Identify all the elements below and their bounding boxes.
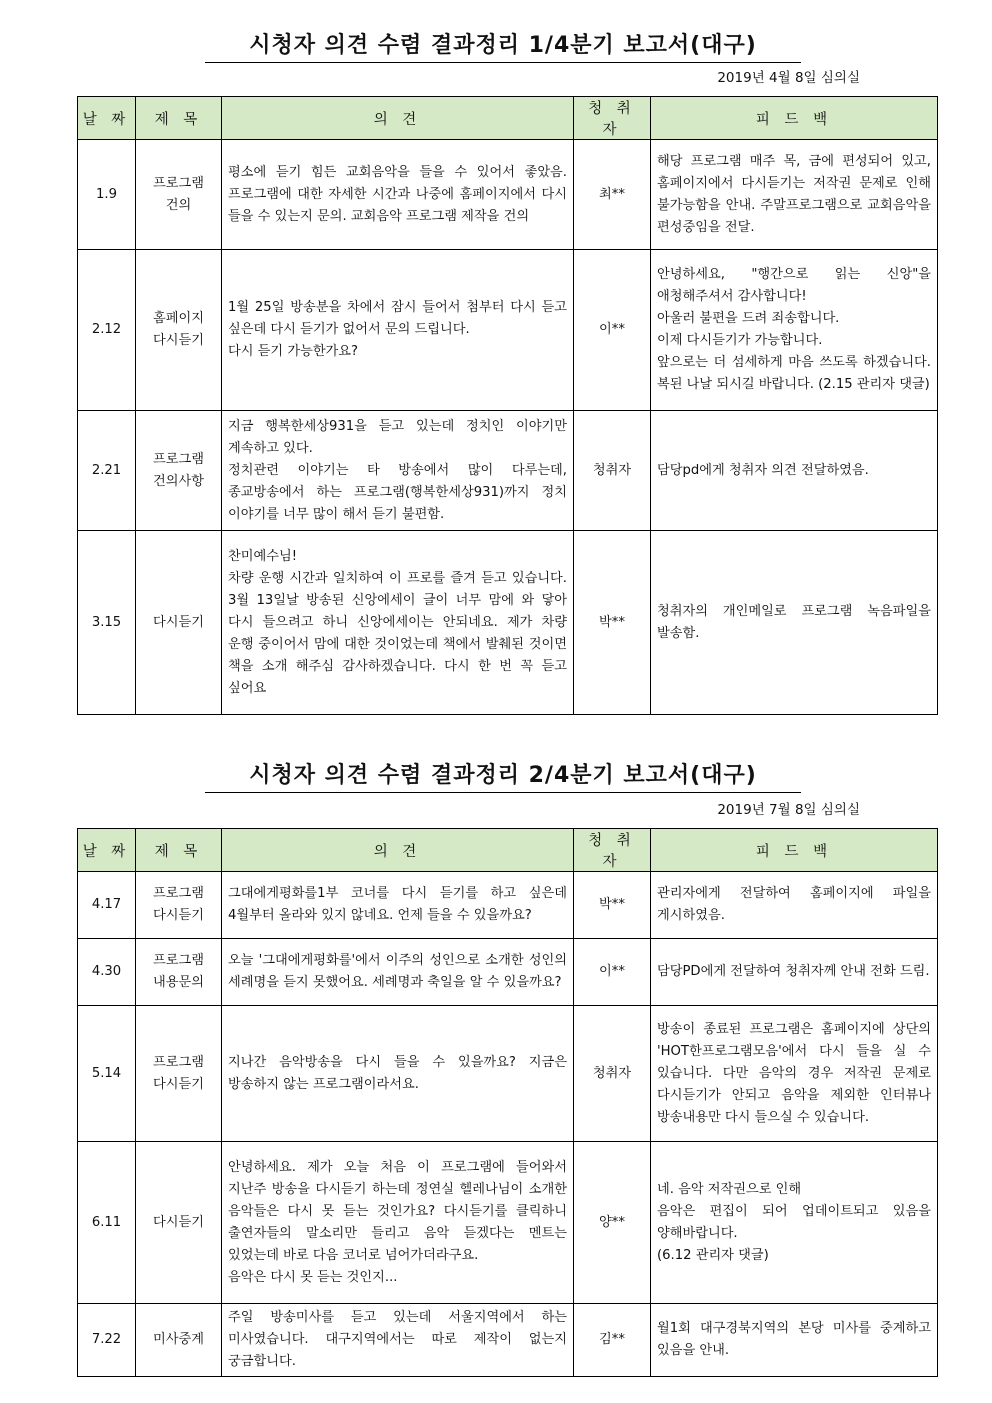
row-listener: 최** [574, 140, 651, 250]
opinion-table [77, 96, 938, 715]
row-listener: 청취자 [574, 1006, 651, 1142]
row-subject: 프로그램 내용문의 [136, 939, 222, 1006]
table-row [78, 531, 938, 715]
row-opinion: 지금 행복한세상931을 듣고 있는데 정치인 이야기만 계속하고 있다. 정치관련 이야기는 타 방송에서 많이 다루는데, 종교방송에서 하는 프로그램(행복한세상931)까지 정치 이야기를 너무 많이 해서 듣기 불편함. [222, 411, 574, 531]
row-opinion: 오늘 '그대에게평화를'에서 이주의 성인으로 소개한 성인의 세례명을 듣지 못했어요. 세례명과 축일을 알 수 있을까요? [222, 939, 574, 1006]
row-listener: 박** [574, 872, 651, 939]
table-row [78, 411, 938, 531]
row-subject: 미사중계 [136, 1304, 222, 1377]
row-subject: 프로그램 다시듣기 [136, 872, 222, 939]
row-subject: 홈페이지 다시듣기 [136, 250, 222, 411]
row-feedback: 해당 프로그램 매주 목, 금에 편성되어 있고, 홈페이지에서 다시듣기는 저작권 문제로 인해 불가능함을 안내. 주말프로그램으로 교회음악을 편성중임을 전달. [651, 140, 938, 250]
col-header-listener: 청 취 자 [574, 829, 651, 872]
row-listener: 이** [574, 250, 651, 411]
row-date: 2.12 [78, 250, 136, 411]
row-date: 4.30 [78, 939, 136, 1006]
row-opinion: 그대에게평화를1부 코너를 다시 듣기를 하고 싶은데 4월부터 올라와 있지 않네요. 언제 들을 수 있을까요? [222, 872, 574, 939]
row-date: 4.17 [78, 872, 136, 939]
report-date: 2019년 7월 8일 심의실 [717, 802, 860, 818]
table-row [78, 1304, 938, 1377]
row-listener: 이** [574, 939, 651, 1006]
col-header-listener: 청 취 자 [574, 97, 651, 140]
row-opinion: 찬미예수님! 차량 운행 시간과 일치하여 이 프로를 즐겨 듣고 있습니다. 3월 13일날 방송된 신앙에세이 글이 너무 맘에 와 닿아 다시 들으려고 하니 신앙에세이는 안되네요. 제가 차량 운행 중이어서 맘에 대한 것이었는데 책에서 발췌된 것이면 책을 소개 해주심 감사하겠습니다. 다시 한 번 꼭 듣고 싶어요 [222, 531, 574, 715]
table-row [78, 1006, 938, 1142]
row-listener: 박** [574, 531, 651, 715]
row-feedback: 청취자의 개인메일로 프로그램 녹음파일을 발송함. [651, 531, 938, 715]
row-date: 2.21 [78, 411, 136, 531]
table-row [78, 1142, 938, 1304]
row-date: 7.22 [78, 1304, 136, 1377]
row-feedback: 담당pd에게 청취자 의견 전달하였음. [651, 411, 938, 531]
col-header-subject: 제 목 [136, 829, 222, 872]
opinion-table [77, 828, 938, 1377]
row-opinion: 평소에 듣기 힘든 교회음악을 들을 수 있어서 좋았음. 프로그램에 대한 자세한 시간과 나중에 홈페이지에서 다시 들을 수 있는지 문의. 교회음악 프로그램 제작을 건의 [222, 140, 574, 250]
col-header-feedback: 피 드 백 [651, 829, 938, 872]
row-feedback: 네. 음악 저작권으로 인해 음악은 편집이 되어 업데이트되고 있음을 양해바랍니다. (6.12 관리자 댓글) [651, 1142, 938, 1304]
row-feedback: 관리자에게 전달하여 홈페이지에 파일을 게시하였음. [651, 872, 938, 939]
col-header-opinion: 의 견 [222, 829, 574, 872]
row-opinion: 안녕하세요. 제가 오늘 처음 이 프로그램에 들어와서 지난주 방송을 다시듣기 하는데 정연실 헬레나님이 소개한 음악들은 다시 못 듣는 것인가요? 다시듣기를 클릭하니 출연자들의 말소리만 들리고 음악 듣겠다는 멘트는 있었는데 바로 다음 코너로 넘어가더라구요. 음악은 다시 못 듣는 것인지... [222, 1142, 574, 1304]
row-date: 5.14 [78, 1006, 136, 1142]
row-feedback: 안녕하세요, "행간으로 읽는 신앙"을 애청해주셔서 감사합니다! 아울러 불편을 드려 죄송합니다. 이제 다시듣기가 가능합니다. 앞으로는 더 섬세하게 마음 쓰도록 하겠습니다. 복된 나날 되시길 바랍니다. (2.15 관리자 댓글) [651, 250, 938, 411]
row-listener: 양** [574, 1142, 651, 1304]
row-opinion: 주일 방송미사를 듣고 있는데 서울지역에서 하는 미사였습니다. 대구지역에서는 따로 제작이 없는지 궁금합니다. [222, 1304, 574, 1377]
row-subject: 프로그램 건의 [136, 140, 222, 250]
row-date: 6.11 [78, 1142, 136, 1304]
report-title: 시청자 의견 수렴 결과정리 1/4분기 보고서(대구) [205, 28, 801, 63]
row-feedback: 월1회 대구경북지역의 본당 미사를 중계하고 있음을 안내. [651, 1304, 938, 1377]
row-listener: 청취자 [574, 411, 651, 531]
row-feedback: 담당PD에게 전달하여 청취자께 안내 전화 드림. [651, 939, 938, 1006]
table-row [78, 250, 938, 411]
col-header-opinion: 의 견 [222, 97, 574, 140]
col-header-subject: 제 목 [136, 97, 222, 140]
table-row [78, 939, 938, 1006]
col-header-date: 날 짜 [78, 829, 136, 872]
report-date: 2019년 4월 8일 심의실 [717, 70, 860, 86]
table-row [78, 872, 938, 939]
row-feedback: 방송이 종료된 프로그램은 홈페이지에 상단의 'HOT한프로그램모음'에서 다시 들을 실 수 있습니다. 다만 음악의 경우 저작권 문제로 다시듣기가 안되고 음악을 제외한 인터뷰나 방송내용만 다시 들으실 수 있습니다. [651, 1006, 938, 1142]
row-subject: 프로그램 건의사항 [136, 411, 222, 531]
col-header-feedback: 피 드 백 [651, 97, 938, 140]
row-listener: 김** [574, 1304, 651, 1377]
col-header-date: 날 짜 [78, 97, 136, 140]
row-subject: 다시듣기 [136, 531, 222, 715]
row-date: 1.9 [78, 140, 136, 250]
row-subject: 다시듣기 [136, 1142, 222, 1304]
row-subject: 프로그램 다시듣기 [136, 1006, 222, 1142]
table-row [78, 140, 938, 250]
row-date: 3.15 [78, 531, 136, 715]
row-opinion: 지나간 음악방송을 다시 들을 수 있을까요? 지금은 방송하지 않는 프로그램이라서요. [222, 1006, 574, 1142]
report-title: 시청자 의견 수렴 결과정리 2/4분기 보고서(대구) [205, 758, 801, 793]
row-opinion: 1월 25일 방송분을 차에서 잠시 들어서 첨부터 다시 듣고 싶은데 다시 듣기가 없어서 문의 드립니다. 다시 듣기 가능한가요? [222, 250, 574, 411]
